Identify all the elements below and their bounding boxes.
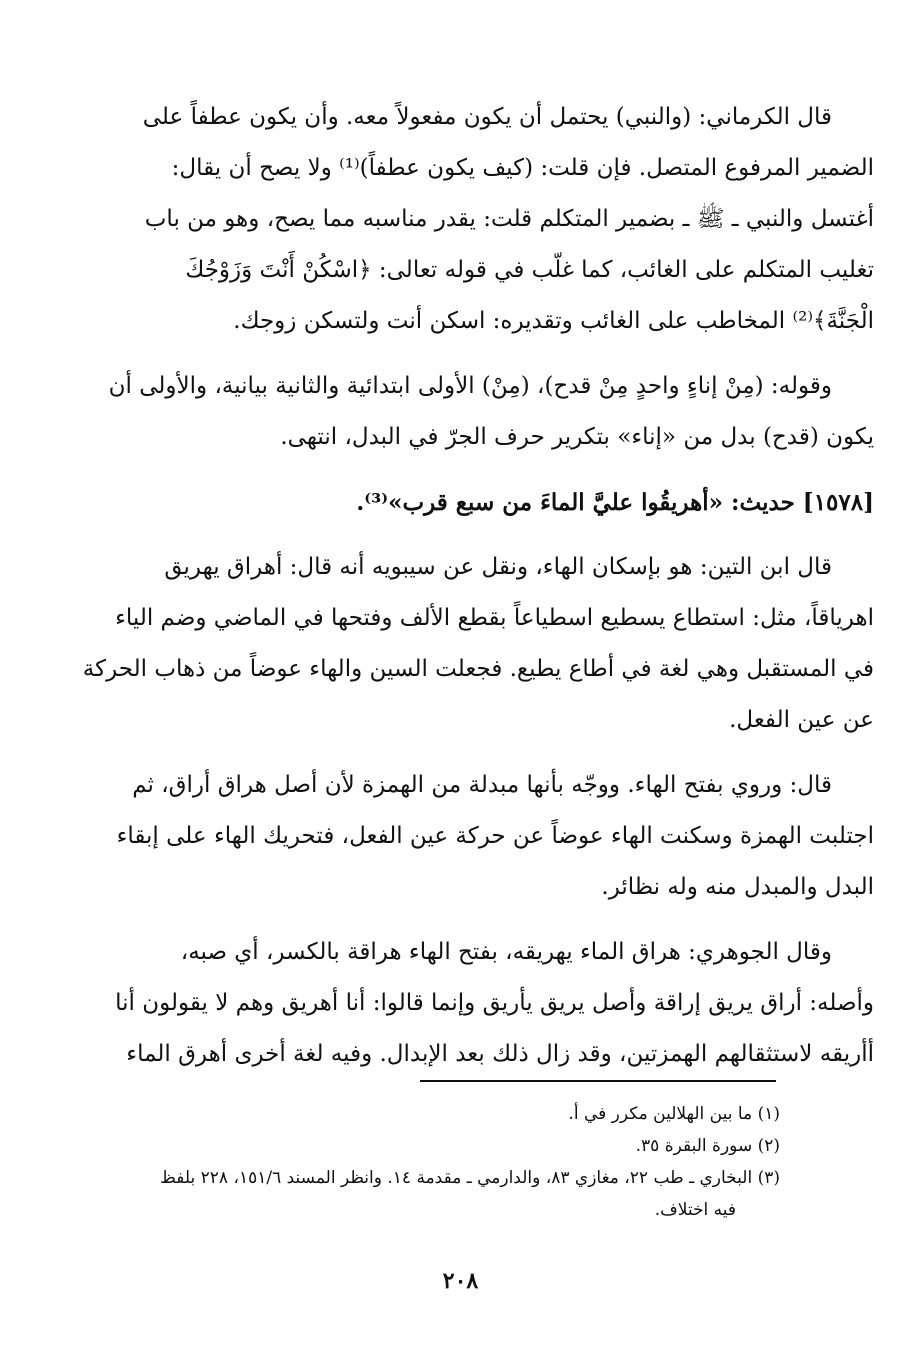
paragraph-5	[48, 760, 874, 913]
footnote-1: (١) ما بين الهلالين مكرر في أ.	[568, 1104, 780, 1124]
text-line: تغليب المتكلم على الغائب، كما غلّب في قوله تعالى: ﴿اسْكُنْ أَنْتَ وَزَوْجُكَ	[185, 257, 874, 283]
text-line: عن عين الفعل.	[729, 707, 874, 733]
text-line: يكون (قدح) بدل من «إناء» بتكرير حرف الجرّ في البدل، انتهى.	[280, 424, 874, 450]
footnote-3: (٣) البخاري ـ طب ٢٢، مغازي ٨٣، والدارمي ـ مقدمة ١٤. وانظر المسند ١٥١/٦، ٢٢٨ بلفظ	[160, 1168, 780, 1188]
text-line: وقال الجوهري: هراق الماء يهريقه، بفتح الهاء هراقة بالكسر، أي صبه،	[180, 939, 832, 965]
text-line: الْجَنَّةَ﴾⁽²⁾ المخاطب على الغائب وتقديره: اسكن أنت ولتسكن زوجك.	[233, 308, 874, 334]
hadith-heading	[48, 477, 874, 528]
text-line: قال: وروي بفتح الهاء. ووجّه بأنها مبدلة من الهمزة لأن أصل هراق أراق، ثم	[132, 772, 832, 798]
footnotes	[48, 1098, 780, 1226]
text-line: البدل والمبدل منه وله نظائر.	[601, 874, 874, 900]
text-line: قال الكرماني: (والنبي) يحتمل أن يكون مفعولاً معه. وأن يكون عطفاً على	[142, 104, 832, 130]
text-line: أغتسل والنبي ـ ﷺ ـ بضمير المتكلم قلت: يقدر مناسبه مما يصح، وهو من باب	[144, 206, 874, 232]
paragraph-4	[48, 542, 874, 746]
text-line: أأريقه لاستثقالهم الهمزتين، وقد زال ذلك بعد الإبدال. وفيه لغة أخرى أهرق الماء	[126, 1041, 874, 1067]
text-line: في المستقبل وهي لغة في أطاع يطيع. فجعلت السين والهاء عوضاً من ذهاب الحركة	[82, 656, 874, 682]
page-number: ٢٠٨	[442, 1268, 479, 1294]
footnote-3-continuation: فيه اختلاف.	[654, 1200, 736, 1220]
paragraph-1	[48, 92, 874, 347]
text-line: اجتلبت الهمزة وسكنت الهاء عوضاً عن حركة عين الفعل، فتحريك الهاء على إبقاء	[116, 823, 874, 849]
paragraph-6	[48, 927, 874, 1080]
text-line: وأصله: أراق يريق إراقة وأصل يريق يأريق وإنما قالوا: أنا أهريق وهم لا يقولون أنا	[115, 990, 874, 1016]
text-line: قال ابن التين: هو بإسكان الهاء، ونقل عن سيبويه أنه قال: أهراق يهريق	[164, 554, 832, 580]
footnote-divider	[420, 1080, 776, 1082]
footnote-2: (٢) سورة البقرة ٣٥.	[635, 1136, 780, 1156]
paragraph-2	[48, 361, 874, 463]
main-text	[48, 92, 874, 1080]
text-line: الضمير المرفوع المتصل. فإن قلت: (كيف يكون عطفاً)⁽¹⁾ ولا يصح أن يقال:	[171, 155, 874, 181]
text-line: [١٥٧٨] حديث: «أهريقُوا عليَّ الماءَ من سبع قرب»⁽³⁾.	[356, 489, 874, 516]
text-line: اهرياقاً، مثل: استطاع يسطيع اسطياعاً بقطع الألف وفتحها في الماضي وضم الياء	[115, 605, 874, 631]
text-line: وقوله: (مِنْ إناءٍ واحدٍ مِنْ قدح)، (مِنْ) الأولى ابتدائية والثانية بيانية، والأولى أن	[108, 373, 832, 399]
